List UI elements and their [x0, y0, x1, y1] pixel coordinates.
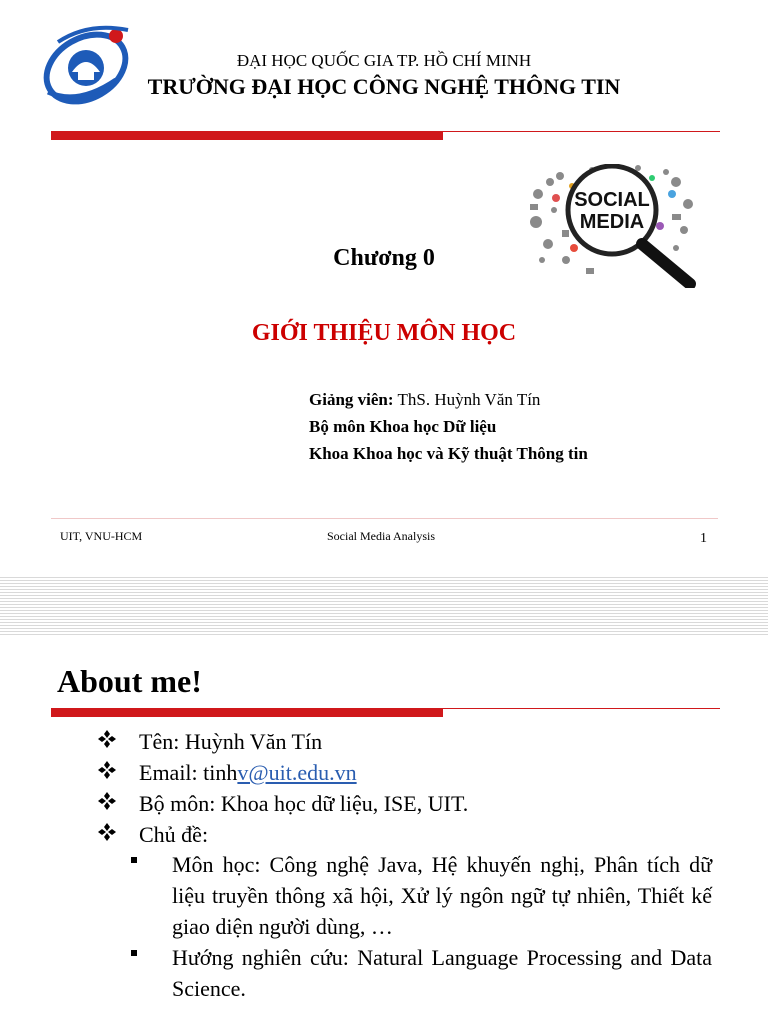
footer-course: Social Media Analysis	[327, 529, 435, 543]
email-link[interactable]: v@uit.edu.vn	[237, 760, 357, 785]
department-line: Bộ môn Khoa học Dữ liệu	[309, 417, 497, 436]
sub-bullet-courses: Môn học: Công nghệ Java, Hệ khuyến nghị, Phân tích dữ liệu truyền thông xã hội, Xử lý ngôn ngữ tự nhiên, Thiết kế giao diện người dùng, …	[172, 852, 712, 939]
faculty-line: Khoa Khoa học và Kỹ thuật Thông tin	[309, 444, 588, 463]
footer-page-number: 1	[700, 531, 707, 546]
social-text: SOCIAL	[574, 189, 650, 211]
slide-separator	[0, 575, 768, 635]
chapter-title: Chương 0	[333, 245, 435, 271]
title-divider-thick	[51, 708, 443, 717]
bullet-topics: Chủ đề:	[139, 822, 209, 847]
header-divider-thin	[443, 131, 720, 132]
university-name: ĐẠI HỌC QUỐC GIA TP. HỒ CHÍ MINH	[236, 51, 532, 70]
media-text: MEDIA	[579, 211, 645, 233]
bullet-name: Tên: Huỳnh Văn Tín	[139, 729, 323, 754]
bullet-email	[139, 760, 357, 786]
sub-bullet-research: Hướng nghiên cứu: Natural Language Processing and Data Science.	[172, 945, 712, 1001]
diamond-bullet-icon	[97, 791, 117, 811]
bullet-department: Bộ môn: Khoa học dữ liệu, ISE, UIT.	[139, 791, 469, 816]
about-me-title: About me!	[57, 663, 202, 699]
header-divider-thick	[51, 131, 443, 140]
footer-divider	[51, 518, 718, 519]
footer-org: UIT, VNU-HCM	[60, 529, 143, 543]
diamond-bullet-icon	[97, 822, 117, 842]
square-bullet-icon	[131, 950, 137, 956]
lecturer-line	[309, 390, 540, 410]
diamond-bullet-icon	[97, 729, 117, 749]
slide-2	[0, 635, 768, 1024]
course-intro-title: GIỚI THIỆU MÔN HỌC	[251, 320, 517, 346]
lecturer-name: ThS. Huỳnh Văn Tín	[393, 390, 541, 409]
square-bullet-icon	[131, 857, 137, 863]
lecturer-label: Giảng viên:	[309, 390, 394, 409]
email-prefix: Email: tinh	[139, 760, 238, 785]
title-divider-thin	[443, 708, 720, 709]
school-name: TRƯỜNG ĐẠI HỌC CÔNG NGHỆ THÔNG TIN	[147, 74, 621, 99]
diamond-bullet-icon	[97, 760, 117, 780]
